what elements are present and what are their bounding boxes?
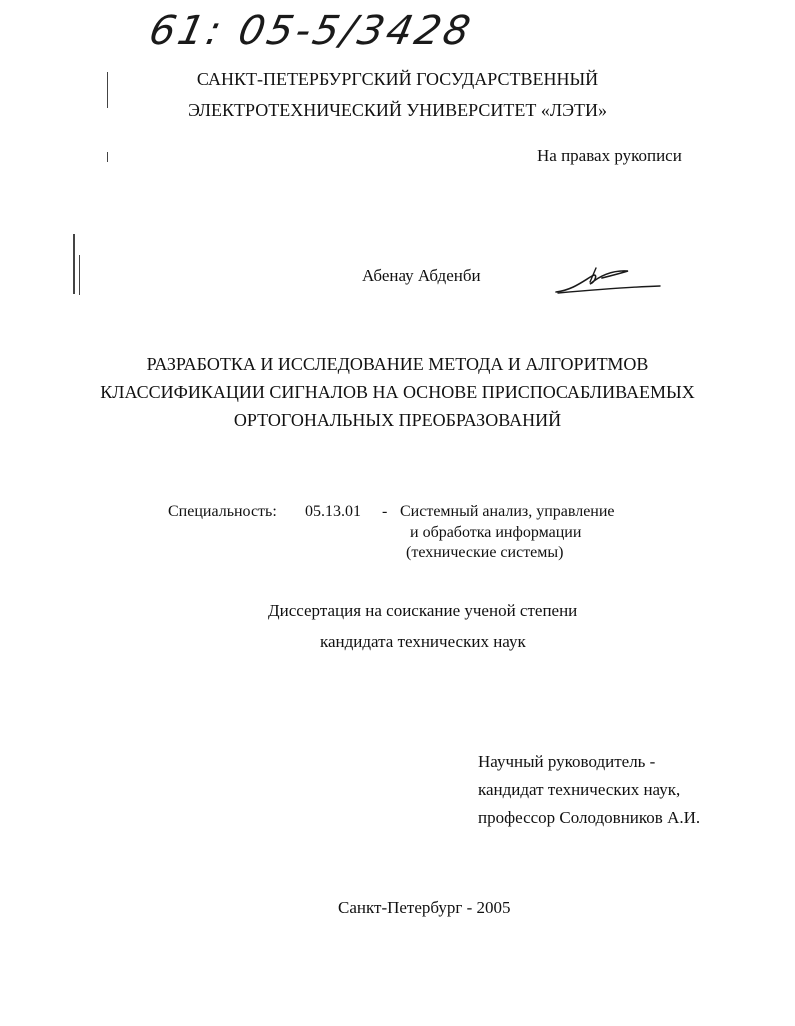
city-year: Санкт-Петербург - 2005 (338, 898, 511, 917)
title-line-1: РАЗРАБОТКА И ИССЛЕДОВАНИЕ МЕТОДА И АЛГОРИТМОВ (146, 354, 649, 374)
archive-number-handwritten: 61: 05-5/3428 (145, 8, 478, 54)
signature (552, 262, 667, 298)
supervisor-line-3: профессор Солодовников А.И. (478, 808, 701, 827)
specialty-line-2: и обработка информации (410, 524, 582, 541)
specialty-line-1: Системный анализ, управление (400, 503, 615, 520)
university-line-2: ЭЛЕКТРОТЕХНИЧЕСКИЙ УНИВЕРСИТЕТ «ЛЭТИ» (188, 100, 607, 120)
manuscript-note: На правах рукописи (537, 146, 682, 165)
scan-mark (73, 234, 75, 294)
degree-line-1: Диссертация на соискание ученой степени (268, 601, 578, 620)
scan-mark (79, 255, 80, 295)
specialty-label: Специальность: (168, 503, 277, 520)
scan-mark (107, 152, 108, 162)
specialty-dash: - (382, 503, 388, 520)
university-line-1: САНКТ-ПЕТЕРБУРГСКИЙ ГОСУДАРСТВЕННЫЙ (196, 69, 599, 89)
title-line-2: КЛАССИФИКАЦИИ СИГНАЛОВ НА ОСНОВЕ ПРИСПОСАБЛИВАЕМЫХ (100, 382, 695, 402)
specialty-code: 05.13.01 (305, 503, 361, 520)
degree-line-2: кандидата технических наук (320, 632, 526, 651)
specialty-line-3: (технические системы) (406, 544, 564, 561)
supervisor-line-2: кандидат технических наук, (478, 780, 681, 799)
author-name: Абенау Абденби (362, 266, 481, 285)
supervisor-line-1: Научный руководитель - (478, 752, 656, 771)
title-line-3: ОРТОГОНАЛЬНЫХ ПРЕОБРАЗОВАНИЙ (233, 410, 562, 430)
